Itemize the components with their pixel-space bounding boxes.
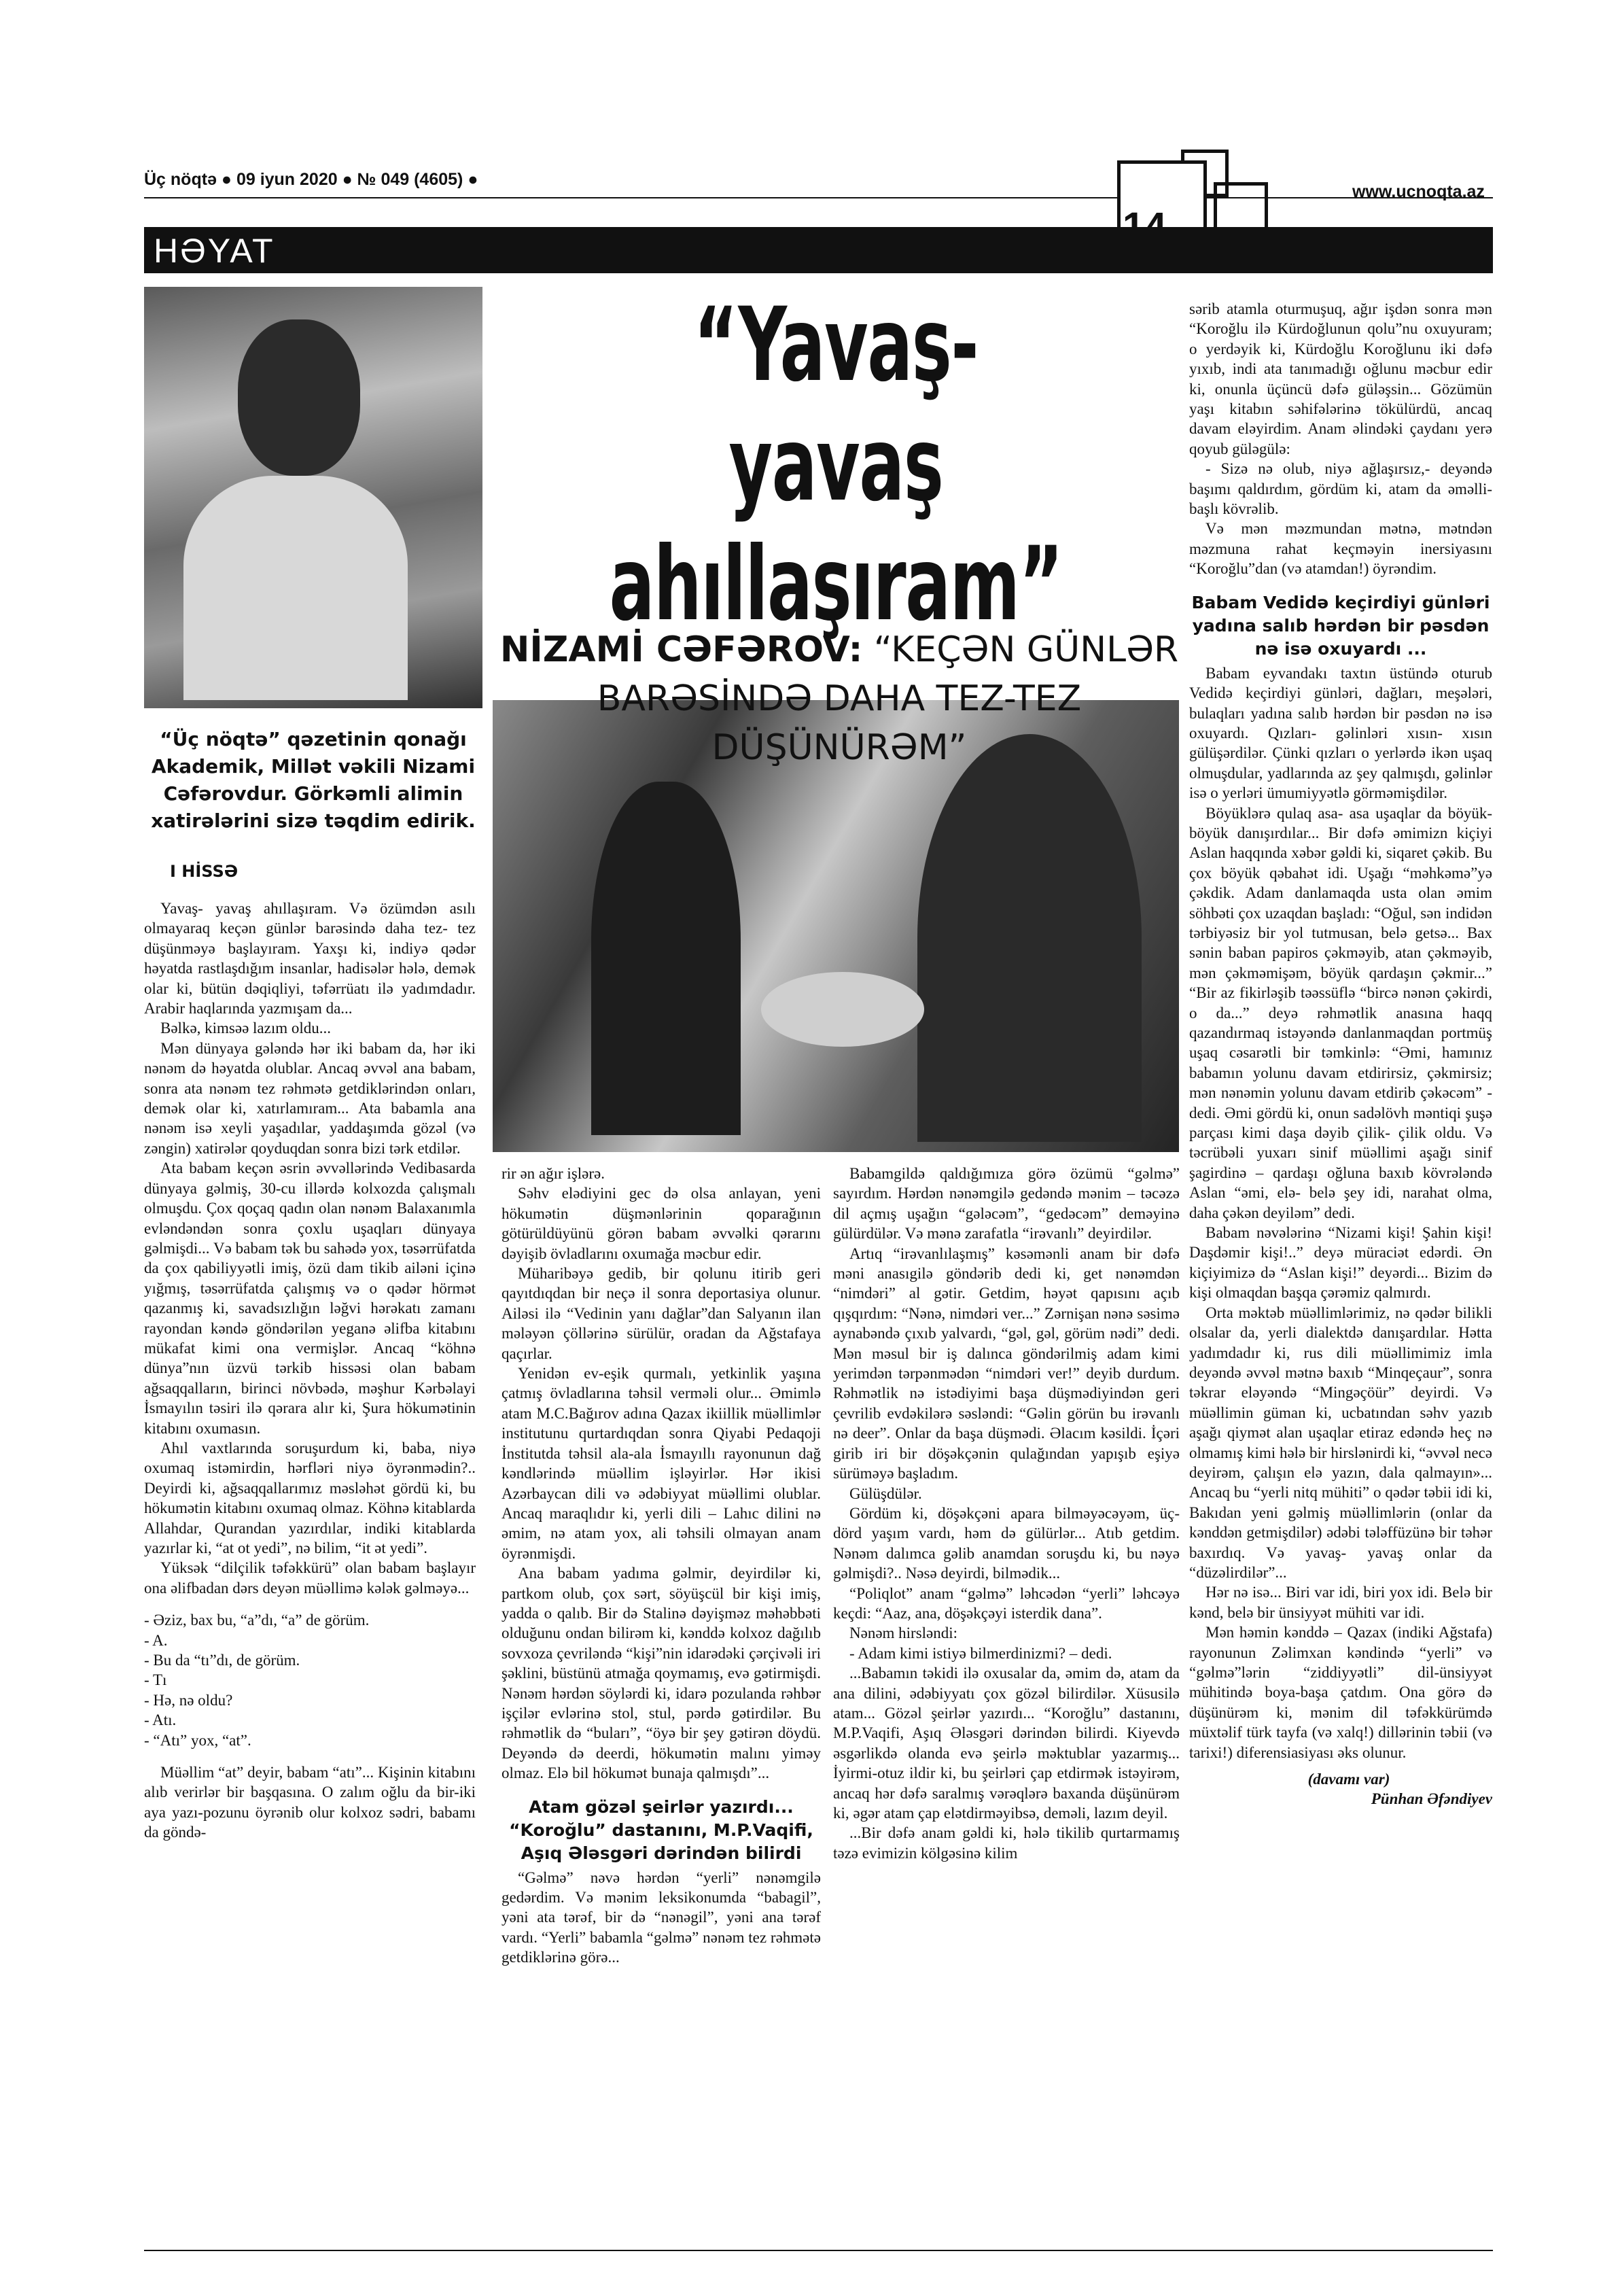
paragraph: Babam nəvələrinə “Nizami kişi! Şahin kişi! Daşdəmir kişi!..” deyə müraciət edərdi. Ən kiçiyimizə də “Aslan kişi!” deyərdi... Bizim də kişi olmaqdan başqa çərəmiz qalmırdı. xyxy=(1189,1224,1492,1302)
dialogue-line: - Hə, nə oldu? xyxy=(144,1691,233,1709)
to-be-continued: (davamı var) xyxy=(1307,1771,1390,1788)
dialogue-line: - Tı xyxy=(144,1671,167,1689)
photo-caption: “Üç nöqtə” qəzetinin qonağı Akademik, Millət vəkili Nizami Cəfərovdur. Görkəmli alimin xatirələrini sizə təqdim edirik. xyxy=(151,728,476,832)
paragraph: Böyüklərə qulaq asa- asa uşaqlar da böyük- böyük danışırdılar... Bir dəfə əmimizn kiçiyi Aslan haqqında xəbər gəldi ki, siqaret çəkib. Bu çox böyük qəbahət idi. Uşağı “məhkəmə”yə çəkdik. Adam danlamaqda usta olan əmim söhbəti çox uzaqdan başladı: “Oğul, sən indidən tərbiyəsiz bir yol tutmusan, belə getsə... Bax sənin baban papiros çəkməyib, atan çəkməyib, mən çəkməmişəm, böyük qardaşın çəkmir...” “Bir az fikirləşib təəssüflə “bircə nənən çəkirdi, o da...” deyə rəhmətlik anasına haqq qazandırmaq istəyəndə danlanmaqdan portmüş uşaq cəsarətli bir təmkinlə: “Əmi, hamınız babamın yolunu davam etdirirsiz, çəkmirsiz; mən nənəmin yolunu davam etdirib çəkəcəm” - dedi. Əmi gördü ki, onun sadəlövh məntiqi şuşə parçası kimi daşa dəyib çilik- çilik oldu. Və təcrübəli yuxarı sinif müəllimi aşağı sinif şagirdinə – qardaşı oğluna baxıb kövrələndə Aslan “əmi, elə- belə şey idi, narahat olma, daha çəkən deyiləm” dedi. xyxy=(1189,804,1492,1221)
paragraph: Ata babam keçən əsrin əvvəllərində Vedibasarda dünyaya gəlmiş, 30-cu illərdə kolxozda çalışmalı olmuşdu. Çox qoçaq qadın olan nənəm Balaxanımla evləndəndən sonra çoxlu uşaqları dünyaya gəlmişdi... Və babam tək bu sahədə yox, təsərrüfatda da çox qabiliyyətli imiş, özü dam tikib ailəni içinə yığmış, təsərrüfatda çalışmış və o qədər hörmət qazanmış ki, savadsızlığın ləğvi hərəkatı zamanı rayondan kəndə göndərilən yeganə əlifba kitabını mükafat kimi ona vermişlər. Ancaq “köhnə dünya”nın üzvü tərkib hissəsi olan babam ağsaqqalların, birinci növbədə, məşhur Kərbəlayi İsmayılın təsiri ilə qərara alır ki, Şura hökumətinin kitabını oxumasın. xyxy=(144,1160,476,1437)
article-column-4 xyxy=(1189,299,1492,1809)
issue-info: Üç nöqtə ● 09 iyun 2020 ● № 049 (4605) ● xyxy=(144,170,478,189)
paragraph: ...Babamın təkidi ilə oxusalar da, əmim də, atam da ana dilini, ədəbiyyatı çox gözəl bilirdilər. Xüsusilə atam... Gözəl şeirlər yazırdı... “Koroğlu” dastanını, M.P.Vaqifi, Aşıq Ələsgəri dərindən bilirdi. Kiyevdə əsgərlikdə olanda evə şeirlə məktublar yazarmış... İyirmi-otuz ildir ki, bu şeirləri çap etdirmək istəyirəm, ancaq hər dəfə saralmış vərəqlərə baxanda düşünürəm ki, əgər atam çap elətdirməyibsə, deməli, lazım deyil. xyxy=(833,1665,1180,1822)
dialogue-line: - A. xyxy=(144,1631,168,1649)
paragraph: “Poliqlot” anam “gəlmə” ləhcədən “yerli” ləhcəyə keçdi: “Aaz, ana, döşəkçəyi isterdik dana”. xyxy=(833,1584,1180,1622)
article-headline xyxy=(607,285,1064,644)
paragraph: - Adam kimi istiyə bilmerdinizmi? – dedi. xyxy=(849,1644,1112,1662)
paragraph: “Gəlmə” nəvə hərdən “yerli” nənəmgilə gedərdim. Və mənim leksikonumda “babagil”, yəni ata tərəf, bir də “nənəgil”, yəni ana tərəf vardı. “Yerli” babamla “gəlmə” nənəm tez rəhmətə getdiklərinə görə... xyxy=(501,1868,821,1966)
dialogue-line: - Əziz, bax bu, “a”dı, “a” de görüm. xyxy=(144,1612,370,1629)
paragraph: sərib atamla oturmuşuq, ağır işdən sonra mən “Koroğlu ilə Kürdoğlunun qolu”nu oxuyuram; o yerdəyik ki, Kürdoğlu Koroğlunu iki dəfə yıxıb, indi ata tanımadığı oğlunu məcbur edir ki, onunla üçüncü dəfə güləşsin... Gözümün yaşı kitabın səhifələrinə tökülürdü, ancaq davam eləyirdim. Anam əlindəki çaydanı yerə qoyub güləgülə: xyxy=(1189,300,1492,457)
header-rule xyxy=(144,197,1493,198)
website-link[interactable]: www.ucnoqta.az xyxy=(1352,182,1485,201)
paragraph: rir ən ağır işlərə. xyxy=(501,1165,605,1182)
handshake-photo-hands xyxy=(761,972,924,1047)
headline-line-1: “Yavaş- yavaş xyxy=(693,286,979,524)
article-subheadline xyxy=(499,625,1179,772)
paragraph: Babamgildə qaldığımıza görə özümü “gəlmə” sayırdım. Hərdən nənəmgilə gedəndə mənim – təcəzə dil açmış uşağın “gələcəm”, “gedəcəm” deməyinə gülürdülər. Və mənə zarafatla “irəvanlı” deyirdilər. xyxy=(833,1165,1180,1242)
author-byline: Pünhan Əfəndiyev xyxy=(1371,1790,1492,1808)
paragraph: Müharibəyə gedib, bir qolunu itirib geri qayıtdıqdan bir neçə il sonra deportasiya olunur. Ailəsi ilə “Vedinin yanı dağlar”dan Salyanın ilan mələyən çöllərinə sürülür, oradan da Ağstafaya qaçırlar. xyxy=(501,1265,821,1362)
page-number-decoration xyxy=(1214,182,1268,232)
paragraph: Gördüm ki, döşəkçəni apara bilməyəcəyəm, üç- dörd yaşım vardı, həm də gülürlər... Atıb getdim. Nənəm dalımca gəlib anamdan soruşdu ki, bu nəyə gəlmişdi?.. Nəsə deyirdi, bilmədik... xyxy=(833,1504,1180,1582)
paragraph: Ana babam yadıma gəlmir, deyirdilər ki, partkom olub, çox sərt, söyüşcül bir kişi imiş, yadda o qalıb. Bir də Stalinə dəyişməz məhəbbəti olduğunu ondan bilirəm ki, kənddə kolxoz dağılıb sovxoza çevriləndə “kişi”nin idarədəki çərçivəli iri şəklini, büstünü atmağa qoymamış, evə gətirmişdi. Nənəm hərdən söylərdi ki, idarə pozulanda rəhbər işçilər evlərinə stol, stul, pərdə gətirdilər. Bu rəhmətlik də “buları”, “öyə bir şey gətirən döydü. Deyəndə də deerdi, hökumətin malını yiməy olmaz. Elə bil hökumət bunaja qalmışdı”... xyxy=(501,1565,821,1782)
paragraph: Artıq “irəvanlılaşmış” kəsəmənli anam bir dəfə məni anasıgilə göndərib dedi ki, get nənəmdən “nimdəri” al gətir. Getdim, həyət qapısını açıb qışqırdım: “Nənə, nimdəri ver...” Zərnişan nənə səsimə aynabəndə çıxıb yalvardı, “gəl, gəl, görüm nədi” dedi. Mən məsul bir iş dalınca göndərilmiş adam kimi yerimdən tərpənmədən “nimdəri ver!” deyib durdum. Rəhmətlik nə istədiyimi başa düşmədiyindən geri çevrilib evdəkilərə səsləndi: “Gəlin görün bu irəvanlı nə deer”. Onlar da başa düşmədi. Əlacım kəsildi. İçəri girib iri bir döşəkçənin qulağından yapışıb eşiyə sürüməyə başladım. xyxy=(833,1245,1180,1482)
paragraph: Və mən məzmundan mətnə, mətndən məzmuna rahat keçməyin inersiyasını “Koroğlu”dan (və atamdan!) öyrəndim. xyxy=(1189,520,1492,578)
paragraph: - Sizə nə olub, niyə ağlaşırsız,- deyəndə başımı qaldırdım, gördüm ki, atam da əməlli- başlı kövrəlib. xyxy=(1189,460,1492,518)
paragraph: Müəllim “at” deyir, babam “atı”... Kişinin kitabını alıb verirlər bir başqasına. O zalım oğlu da bir-iki aya yazı-pozunu öyrənib olur kolxoz sədri, babamı da göndə- xyxy=(144,1764,476,1841)
paragraph: Səhv elədiyini gec də olsa anlayan, yeni hökumətin düşmənlərinin qoparağının götürüldüyünü görən babam əvvəlki qərarını dəyişib övladlarını oxumağa məcbur edir. xyxy=(501,1185,821,1262)
headline-line-2: ahıllaşıram” xyxy=(609,525,1063,644)
paragraph: Hər nə isə... Biri var idi, biri yox idi. Belə bir kənd, belə bir ünsiyyət mühiti var idi. xyxy=(1189,1584,1492,1621)
paragraph: Mən dünyaya gələndə hər iki babam da, hər iki nənəm də həyatda olublar. Ancaq əvvəl ana babam, sonra ata nənəm tez rəhmətə getdiklərindən onları, demək olar ki, xatırlamıram... Ata babamla ana nənəm isə xeyli yaşadılar, yaddaşımda gözəl (və zəngin) xatirələr qoyduqdan sonra bizi tərk etdilər. xyxy=(144,1039,476,1157)
subheadline-quote: “KEÇƏN GÜNLƏR BARƏSİNDƏ DAHA TEZ-TEZ DÜŞÜNÜRƏM” xyxy=(597,629,1179,768)
dialogue-line: - “Atı” yox, “at”. xyxy=(144,1731,251,1749)
section-bar xyxy=(144,227,1493,273)
paragraph: Nənəm hirsləndi: xyxy=(849,1624,958,1642)
paragraph: Gülüşdülər. xyxy=(849,1484,922,1502)
section-subheading: Babam Vedidə keçirdiyi günləri yadına salıb hərdən bir pəsdən nə isə oxuyardı ... xyxy=(1191,592,1490,659)
paragraph: Mən həmin kənddə – Qazax (indiki Ağstafa) rayonunun Zəlimxan kəndində “yerli” və “gəlmə”lərin “ziddiyyətli” dil-ünsiyyət mühitində boya-başa çatdım. Ona görə də düşünürəm ki, mənim dil təfəkkürümdə müxtəlif türk tayfa (və xalq!) dillərinin təbii (və tarixi!) diferensiasiyası əks olunur. xyxy=(1189,1624,1492,1761)
part-label: I HİSSƏ xyxy=(170,862,239,881)
handshake-photo-figure-left xyxy=(591,782,741,1135)
article-column-1 xyxy=(144,899,476,1843)
footer-rule xyxy=(144,2250,1493,2251)
portrait-photo-head xyxy=(238,319,360,476)
handshake-photo-figure-right xyxy=(917,734,1142,1142)
paragraph: Orta məktəb müəllimlərimiz, nə qədər bilikli olsalar da, yerli dialektdə danışardılar. Hətta yadımdadır ki, rus dili müəllimimiz imla deyəndə əvvəl mətnə baxıb “Minqeçaur”, sonra təkrar eləyəndə “Mingəçöür” deyirdi. Və müəllimin güman ki, ucbatından səhv yazıb aşağı qiymət alan uşaqlar etiraz edəndə heç nə olmamış kimi hələ bir hirslənirdi ki, “əvvəl necə deyirəm, çalışın elə yazın, dala qalmayın»... Ancaq bu “yerli nitq mühiti” o qədər təbii idi ki, Bakıdan yeni gəlmiş müəllimlərin (onlar da kənddən getmişdilər) ədəbi tələffüzünə bir təhər baxırdıq. Və yavaş- yavaş onlar da “düzəlirdilər”... xyxy=(1189,1304,1492,1581)
section-subheading: Atam gözəl şeirlər yazırdı... “Koroğlu” dastanını, M.P.Vaqifi, Aşıq Ələsgəri dərindən bilirdi xyxy=(509,1796,813,1863)
subheadline-name: NİZAMİ CƏFƏROV: xyxy=(499,629,863,670)
portrait-photo-figure xyxy=(183,476,408,700)
paragraph: ...Bir dəfə anam gəldi ki, hələ tikilib qurtarmamış təzə evimizin kölgəsinə kilim xyxy=(833,1824,1180,1862)
dialogue-line: - Bu da “tı”dı, de görüm. xyxy=(144,1652,300,1669)
paragraph: Bəlkə, kimsəə lazım oldu... xyxy=(160,1020,332,1037)
section-label: HƏYAT xyxy=(154,232,275,270)
article-column-2 xyxy=(501,1164,821,1968)
paragraph: Yenidən ev-eşik qurmalı, yetkinlik yaşına çatmış övladlarına təhsil verməli olur... Əmimlə atam M.C.Bağırov adına Qazax ikiillik müəllimlər institutunu qurtardıqdan sonra Qiyabi Pedaqoji İnstitutda təhsil ala-ala İsmayıllı rayonunun dağ kəndlərində müəllim işləyirlər. Hər ikisi Azərbaycan dili və ədəbiyyat müəllimi olublar. Ancaq maraqlıdır ki, yerli dili – Lahıc dilini nə əmim, nə atam yox, ali təhsili olmayan anam öyrənmişdi. xyxy=(501,1365,821,1562)
dialogue-line: - Atı. xyxy=(144,1711,177,1729)
paragraph: Babam eyvandakı taxtın üstündə oturub Vedidə keçirdiyi günləri, dağları, meşələri, bulaqları yadına salıb hərdən bir pəsdən nə isə oxuyardı. Qızları- gəlinləri xısın- xısın gülüşərdilər. Çünki qızları o yerlərdə ikən uşaq olmuşdular, yadlarında az şey qalmışdı, gəlinlər isə o yerləri ümumiyyətlə görməmişdilər. xyxy=(1189,664,1492,802)
paragraph: Yüksək “dilçilik təfəkkürü” olan babam başlayır ona əlifbadan dərs deyən müəllimə kələk gəlməyə... xyxy=(144,1559,476,1597)
paragraph: Yavaş- yavaş ahıllaşıram. Və özümdən asılı olmayaraq keçən günlər barəsində daha tez- tez düşünməyə başlayıram. Yaxşı ki, indiyə qədər həyatda rastlaşdığım insanlar, hadisələr hələ, demək olar ki, bütün dəqiqliyi, təfərrüatı ilə yadımdadır. Arabir haqlarında yazmışam da... xyxy=(144,900,476,1017)
article-column-3 xyxy=(833,1164,1180,1863)
paragraph: Ahıl vaxtlarında soruşurdum ki, baba, niyə oxumaq istəmirdin, hərfləri niyə öyrənmədin?.. Deyirdi ki, ağsaqqallarımız məsləhət gördü ki, bu hökumətin kitabını oxumaq olmaz. Köhnə kitablarda Allahdar, Qurandan yazırdılar, indiki kitablarda yazırlar ki, “at ot yedi”, nə bilim, “it ət yedi”. xyxy=(144,1439,476,1556)
